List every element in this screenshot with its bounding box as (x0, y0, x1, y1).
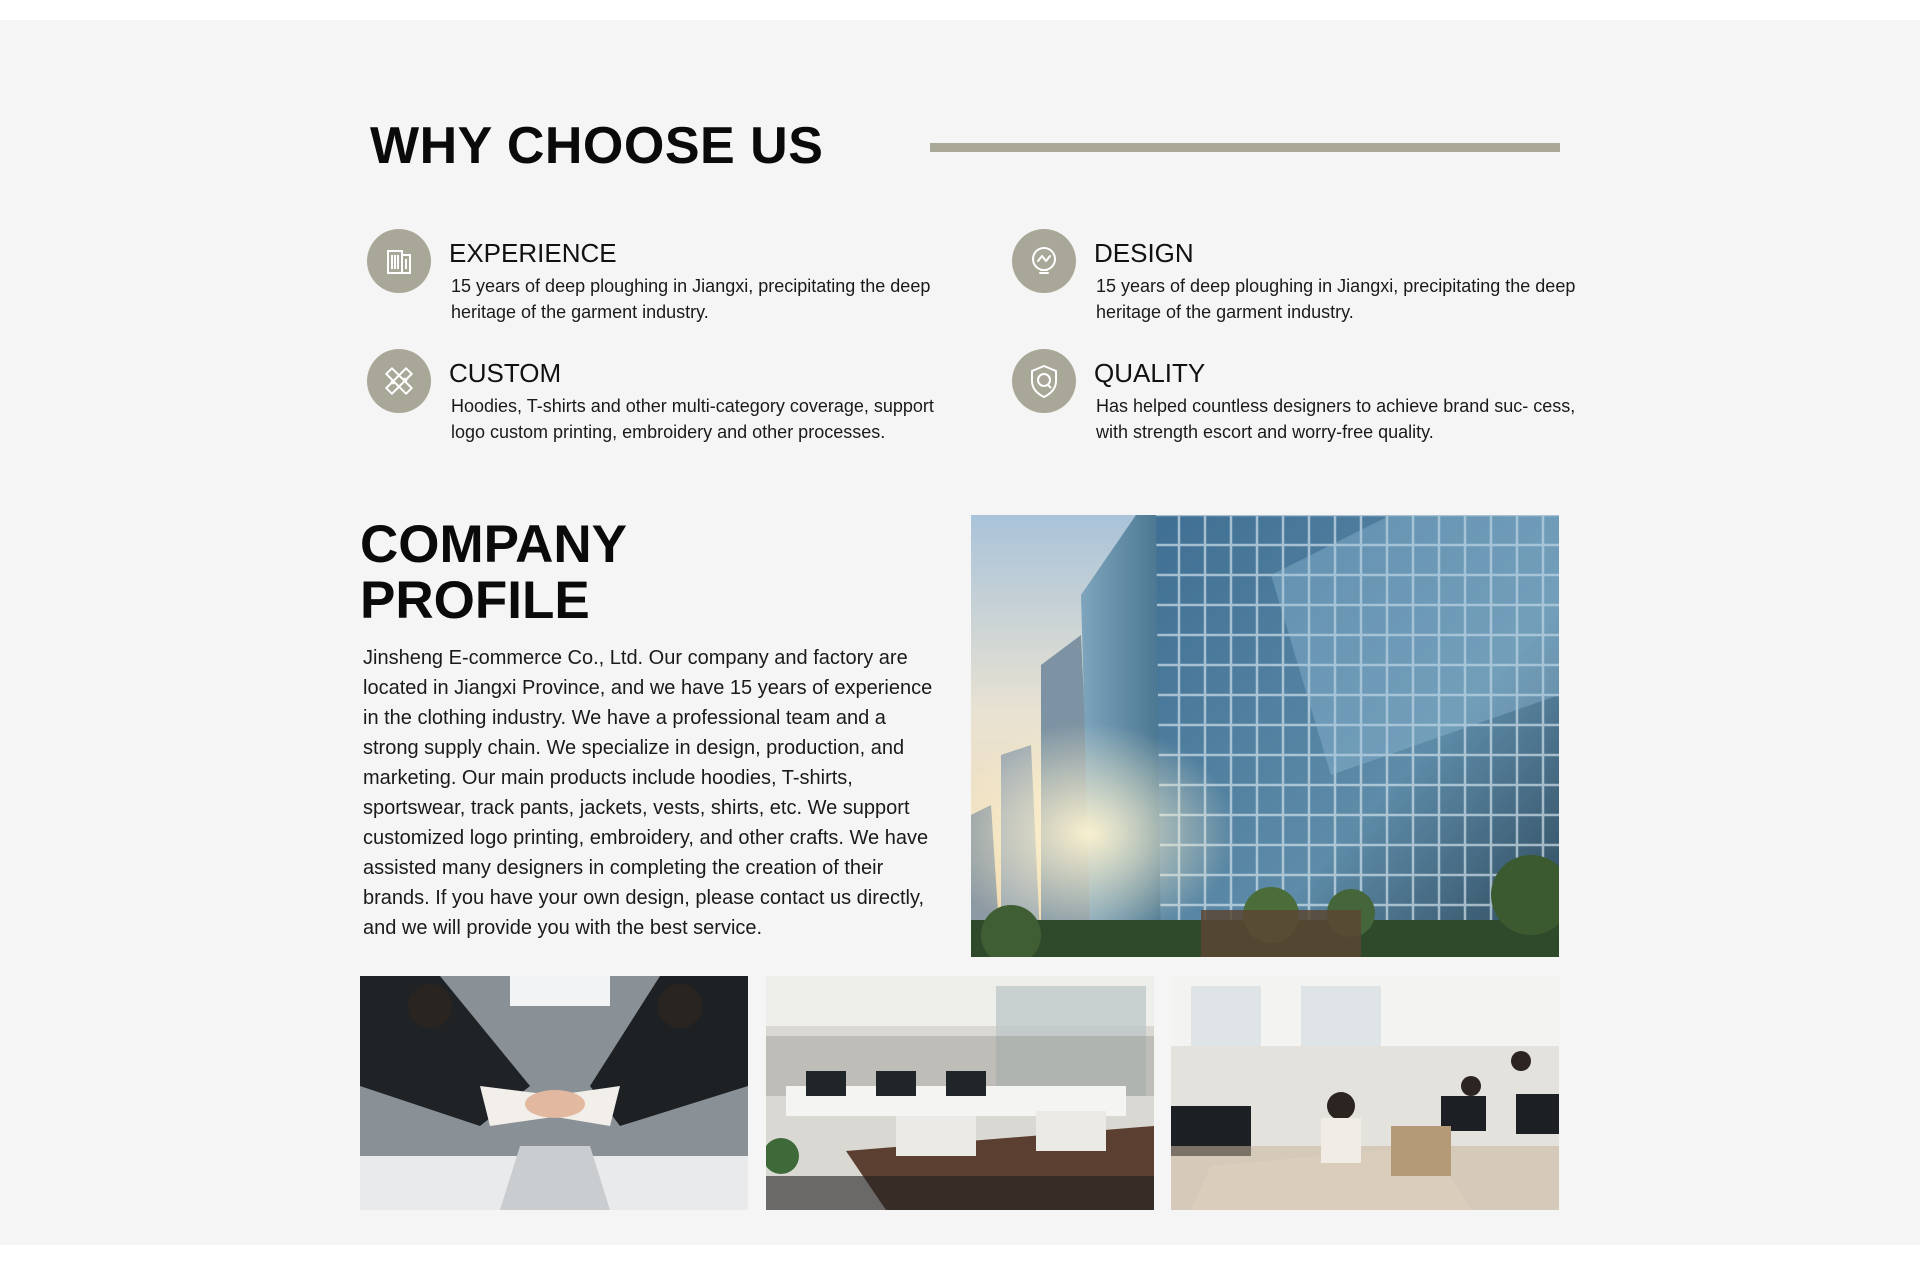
feature-title: EXPERIENCE (449, 238, 617, 268)
profile-title-line-1: COMPANY (360, 515, 627, 574)
feature-description: 15 years of deep ploughing in Jiangxi, precipitating the deep heritage of the garment industry. (1096, 276, 1576, 322)
office-building-photo (971, 515, 1559, 957)
design-studio-photo (1171, 976, 1559, 1210)
feature-description: 15 years of deep ploughing in Jiangxi, precipitating the deep heritage of the garment industry. (451, 276, 931, 322)
title-divider-rule (930, 143, 1560, 152)
feature-title: QUALITY (1094, 358, 1206, 388)
feature-title: DESIGN (1094, 238, 1194, 268)
feature-description: Hoodies, T-shirts and other multi-category coverage, support logo custom printing, embroidery and other processes. (451, 396, 934, 442)
why-choose-us-panel (0, 20, 1920, 1245)
open-office-photo (766, 976, 1154, 1210)
pencil-ruler-icon (367, 349, 431, 413)
shield-icon (1012, 349, 1076, 413)
handshake-meeting-photo (360, 976, 748, 1210)
lightbulb-icon (1012, 229, 1076, 293)
feature-title: CUSTOM (449, 358, 562, 388)
company-profile-title (360, 517, 627, 629)
building-icon (367, 229, 431, 293)
why-choose-us-title: WHY CHOOSE US (370, 117, 824, 175)
feature-description: Has helped countless designers to achieve brand suc- cess, with strength escort and worry-free quality. (1096, 396, 1576, 442)
company-profile-text: Jinsheng E-commerce Co., Ltd. Our company and factory are located in Jiangxi Province, and we have 15 years of experience in the clothing industry. We have a professional team and a strong supply chain. We specialize in design, production, and marketing. Our main products include hoodies, T-shirts, sportswear, track pants, jackets, vests, shirts, etc. We support customized logo printing, embroidery, and other crafts. We have assisted many designers in completing the creation of their brands. If you have your own design, please contact us directly, and we will provide you with the best service. (363, 647, 933, 939)
profile-title-line-2: PROFILE (360, 571, 590, 630)
